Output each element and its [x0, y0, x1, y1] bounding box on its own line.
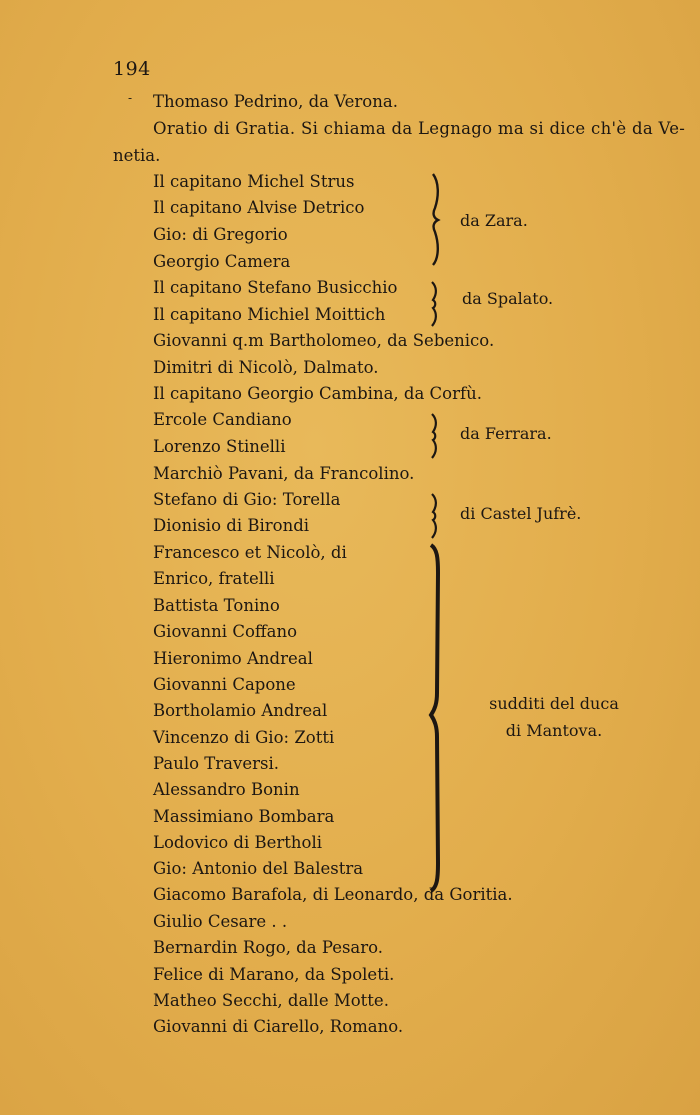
text-line: Battista Tonino: [153, 596, 280, 615]
text-line: Massimiano Bombara: [153, 807, 335, 826]
brace-castel-jufre: [427, 492, 443, 540]
text-line: Lorenzo Stinelli: [153, 437, 286, 456]
text-line: Il capitano Stefano Busicchio: [153, 278, 398, 297]
text-line: Il capitano Michiel Moittich: [153, 305, 386, 324]
text-line: Paulo Traversi.: [153, 754, 279, 773]
text-line: Dionisio di Birondi: [153, 516, 310, 535]
brace-spalato: [427, 280, 443, 328]
text-line: Il capitano Georgio Cambina, da Corfù.: [153, 384, 482, 403]
text-line: Bortholamio Andreal: [153, 701, 328, 720]
text-line: Alessandro Bonin: [153, 780, 300, 799]
text-line: Lodovico di Bertholi: [153, 833, 323, 852]
text-line: Enrico, fratelli: [153, 569, 275, 588]
text-line: Il capitano Alvise Detrico: [153, 198, 365, 217]
text-line: Giovanni Coffano: [153, 622, 298, 641]
margin-mark: -: [128, 91, 133, 105]
text-line: Stefano di Gio: Torella: [153, 490, 341, 509]
group-label-spalato: da Spalato.: [462, 289, 554, 308]
group-label-mantova-1: sudditi del duca: [489, 694, 619, 713]
brace-zara: [425, 172, 445, 267]
text-line: Giacomo Barafola, di Leonardo, da Goritia.: [153, 885, 513, 904]
text-line: Georgio Camera: [153, 252, 291, 271]
text-line: Vincenzo di Gio: Zotti: [153, 728, 335, 747]
text-line: Ercole Candiano: [153, 410, 292, 429]
text-line: Marchiò Pavani, da Francolino.: [153, 464, 415, 483]
text-line: Bernardin Rogo, da Pesaro.: [153, 938, 384, 957]
text-line: Gio: di Gregorio: [153, 225, 288, 244]
text-line: Francesco et Nicolò, di: [153, 543, 347, 562]
text-line: Gio: Antonio del Balestra: [153, 859, 364, 878]
text-line: Giulio Cesare . .: [153, 912, 288, 931]
group-label-castel-jufre: di Castel Jufrè.: [460, 504, 582, 523]
group-label-zara: da Zara.: [460, 211, 528, 230]
text-line: Oratio di Gratia. Si chiama da Legnago ma si dice ch'è da Ve-: [153, 119, 686, 138]
page-number: 194: [113, 58, 151, 80]
brace-mantova: [425, 543, 447, 893]
text-line: Felice di Marano, da Spoleti.: [153, 965, 395, 984]
text-line: netia.: [113, 146, 161, 165]
text-line: Giovanni di Ciarello, Romano.: [153, 1017, 404, 1036]
text-line: Matheo Secchi, dalle Motte.: [153, 991, 389, 1010]
text-line: Hieronimo Andreal: [153, 649, 313, 668]
text-line: Dimitri di Nicolò, Dalmato.: [153, 358, 379, 377]
group-label-mantova-2: di Mantova.: [505, 721, 603, 740]
text-line: Giovanni q.m Bartholomeo, da Sebenico.: [153, 331, 495, 350]
text-line: Il capitano Michel Strus: [153, 172, 355, 191]
group-label-ferrara: da Ferrara.: [460, 424, 552, 443]
brace-ferrara: [427, 412, 443, 460]
text-line: Thomaso Pedrino, da Verona.: [153, 92, 398, 111]
text-line: Giovanni Capone: [153, 675, 296, 694]
